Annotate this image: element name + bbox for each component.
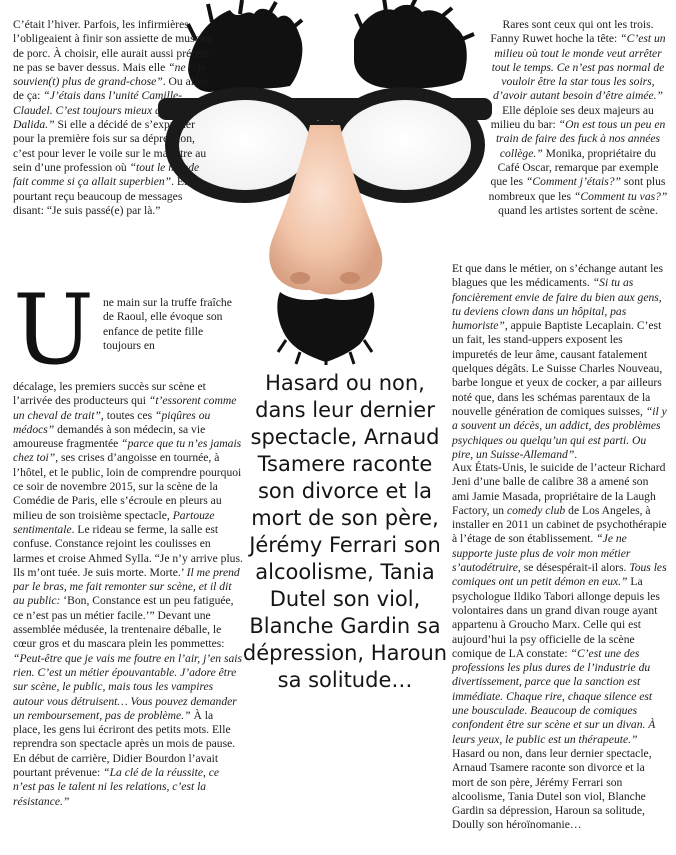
text: . Le rideau se ferme, la salle est confuse. Constance rejoint les coulisses en larmes et croise Ahmed Sylla. “Je n’y arrive plus. Ils m’ont tuée. Je suis morte. Morte.’ — [13, 522, 243, 579]
quote: “On est tous un peu en train de faire des fuck à nos années collège.” — [495, 118, 666, 160]
text: . Elle a pourtant reçu beaucoup de messages disant: “Je suis passé(e) par là.” — [13, 175, 204, 217]
right-middle-column — [452, 262, 668, 462]
quote: “piqûres ou médocs” — [13, 408, 211, 436]
text: Elle déploie ses deux majeurs au milieu du bar: — [490, 103, 654, 132]
text: Et que dans le métier, on s’échange autant les blagues que les médicaments. — [452, 262, 664, 290]
show-title: Partouze sentimentale — [13, 508, 215, 536]
quote: Il me prend par le bras, me fait remonter sur scène, et il dit au public: — [13, 565, 240, 608]
right-bottom-column — [452, 461, 668, 833]
quote: “La clé de la réussite, ce n’est pas le talent ni les relations, c’est la résistance.” — [13, 766, 220, 808]
text: C’était l’hiver. Parfois, les infirmières l’obligeaient à finir son assiette de museau de porc. À choisir, elle aurait aussi préféré ne pas se baver dessus. Mais elle — [13, 18, 211, 74]
text: Monika, propriétaire du Café Oscar, remarque par exemple que les — [490, 146, 659, 189]
left-bottom-column — [13, 274, 243, 809]
dropcap-letter: U — [13, 274, 94, 386]
text: Si elle a décidé de s’exprimer pour la première fois sur sa dépression, c’est pour lever le voile sur le mal-être au sein d’une profession où — [13, 118, 207, 174]
italic-term: comedy club — [506, 503, 566, 517]
text: décalage, les premiers succès sur scène et l’arrivée des producteurs qui — [13, 380, 206, 408]
dropcap-text: ne main sur la truffe fraîche de Raoul, elle évoque son enfance de petite fille toujours en — [103, 296, 232, 352]
text: demandés à son médecin, sa vie amoureuse fragmentée — [13, 422, 206, 451]
text: , ses crises d’angoisse en tournée, à l’hôtel, et le public, loin de comprendre pourquoi ce soir de novembre 2015, sur la scène de la Comédie de Paris, elle s’écroule en pleurs au milieu de son troisième spectacle, — [13, 451, 242, 522]
text: , toutes ces — [100, 408, 153, 422]
pull-quote: Hasard ou non, dans leur dernier spectacle, Arnaud Tsamere raconte son divorce et la mort de son père, Jérémy Ferrari son alcoolisme, Tania Dutel son viol, Blanche Gardin sa dépression, Haroun sa solitude… — [242, 371, 448, 692]
quote: “tout le monde fait comme si ça allait superbien” — [13, 160, 200, 189]
text: , appuie Baptiste Lecaplain. C’est un fait, les stand-uppers exposent les impuretés de leur âme, causant fatalement quelques dégâts. Le Suisse Charles Nouveau, barbe longue et yeux de cocker, a par ailleurs noté que, dans les schémas parentaux de la nouvelle génération de comiques suisses, — [452, 319, 663, 418]
text: Rares sont ceux qui ont les trois. Fanny Ruwet hoche la tête: — [490, 18, 654, 46]
text: de Los Angeles, à installer en 2011 un cabinet de psychothérapie à l’étage de son établissement. — [452, 503, 667, 546]
quote: “C’est un milieu où tout le monde veut arrêter tout le temps. Ce n’est pas normal de vouloir être la star tous les soirs, d’avoir autant besoin d’être aimée.” — [491, 32, 666, 103]
text: Aux États-Unis, le suicide de l’acteur Richard Jeni d’une balle de calibre 38 a amené son ami Jamie Masada, propriétaire de la Laugh Factory, un — [452, 461, 666, 517]
paragraph — [488, 18, 668, 218]
text: ‘Bon, Constance est un peu fatiguée, ce n’est pas un métier facile.’” — [13, 594, 234, 622]
text: , se désespérait-il alors. — [517, 561, 627, 575]
paragraph — [452, 262, 668, 462]
paragraph — [13, 18, 213, 218]
quote: “C’est une des professions les plus dures de l’industrie du divertissement, parce que la sanction est immédiate. Chaque rire, chaque silence est une bousculade. Beaucoup de comiques confondent être sur scène et sur un divan. À leurs yeux, le public est un thérapeute.” — [452, 646, 656, 746]
paragraph — [13, 380, 243, 809]
quote: “Comment j’étais?” — [525, 175, 621, 189]
text: sont plus nombreux que les — [488, 175, 666, 203]
quote: “Peut-être que je vais me foutre en l’air, j’en sais rien. C’est un métier épouvantable. J’adore être sur scène, le public, mais tous les vampires autour vous détruisent… Vous pouvez demander un remboursement, pas de problème.” — [13, 651, 243, 722]
left-top-column — [13, 18, 213, 218]
quote: “Comment tu vas?” — [573, 189, 668, 203]
quote: “Je ne supporte juste plus de voir mon métier s’autodétruire — [452, 532, 631, 575]
right-top-column — [488, 18, 668, 218]
text: quand les artistes sortent de scène. — [498, 203, 658, 217]
quote: “J’étais dans l’unité Camille-Claudel. C’est toujours mieux que Dalida.” — [13, 89, 183, 132]
text: Devant une assemblée médusée, la trentenaire déballe, le cœur gros et du mascara plein les pommettes: — [13, 608, 225, 651]
quote: Tous les comiques ont un petit démon en eux.” — [452, 561, 667, 589]
text: . — [574, 447, 578, 461]
right-eyebrow-icon — [354, 0, 474, 89]
quote: “ne (s)e souvien(t) plus de grand-chose” — [13, 60, 206, 89]
dropcap-block — [13, 274, 243, 386]
moustache-icon — [277, 292, 374, 365]
quote: “t’essorent comme un cheval de trait” — [13, 394, 237, 422]
text: À la place, les gens lui écriront des petits mots. Elle reprendra son spectacle après un mois de pause. En début de carrière, Didier Bourdon l’avait pourtant prévenue: — [13, 708, 236, 780]
quote: “Si tu as foncièrement envie de faire du bien aux gens, tu deviens clown dans un hôpital, pas humoriste” — [452, 276, 662, 333]
quote: “il y a souvent un décès, un addict, des problèmes psychiques ou quelqu’un qui est parti. Ou pire, un Suisse-Allemand” — [452, 404, 667, 461]
text: . Ou alors de ça: — [13, 75, 209, 103]
quote: “parce que tu n’es jamais chez toi” — [13, 437, 242, 465]
text: La psychologue Ildiko Tabori allonge depuis les volontaires dans un grand divan rouge ayant appartenu à Groucho Marx. Celle qui est aujourd’hui la psy officielle de la scène comique de LA constate: — [452, 575, 660, 660]
text: Hasard ou non, dans leur dernier spectacle, Arnaud Tsamere raconte son divorce et la mort de son père, Jérémy Ferrari son alcoolisme, Tania Dutel son viol, Blanche Gardin sa dépression, Haroun sa solitude, Doully son héroïnomanie… — [452, 746, 652, 832]
paragraph — [452, 461, 668, 833]
